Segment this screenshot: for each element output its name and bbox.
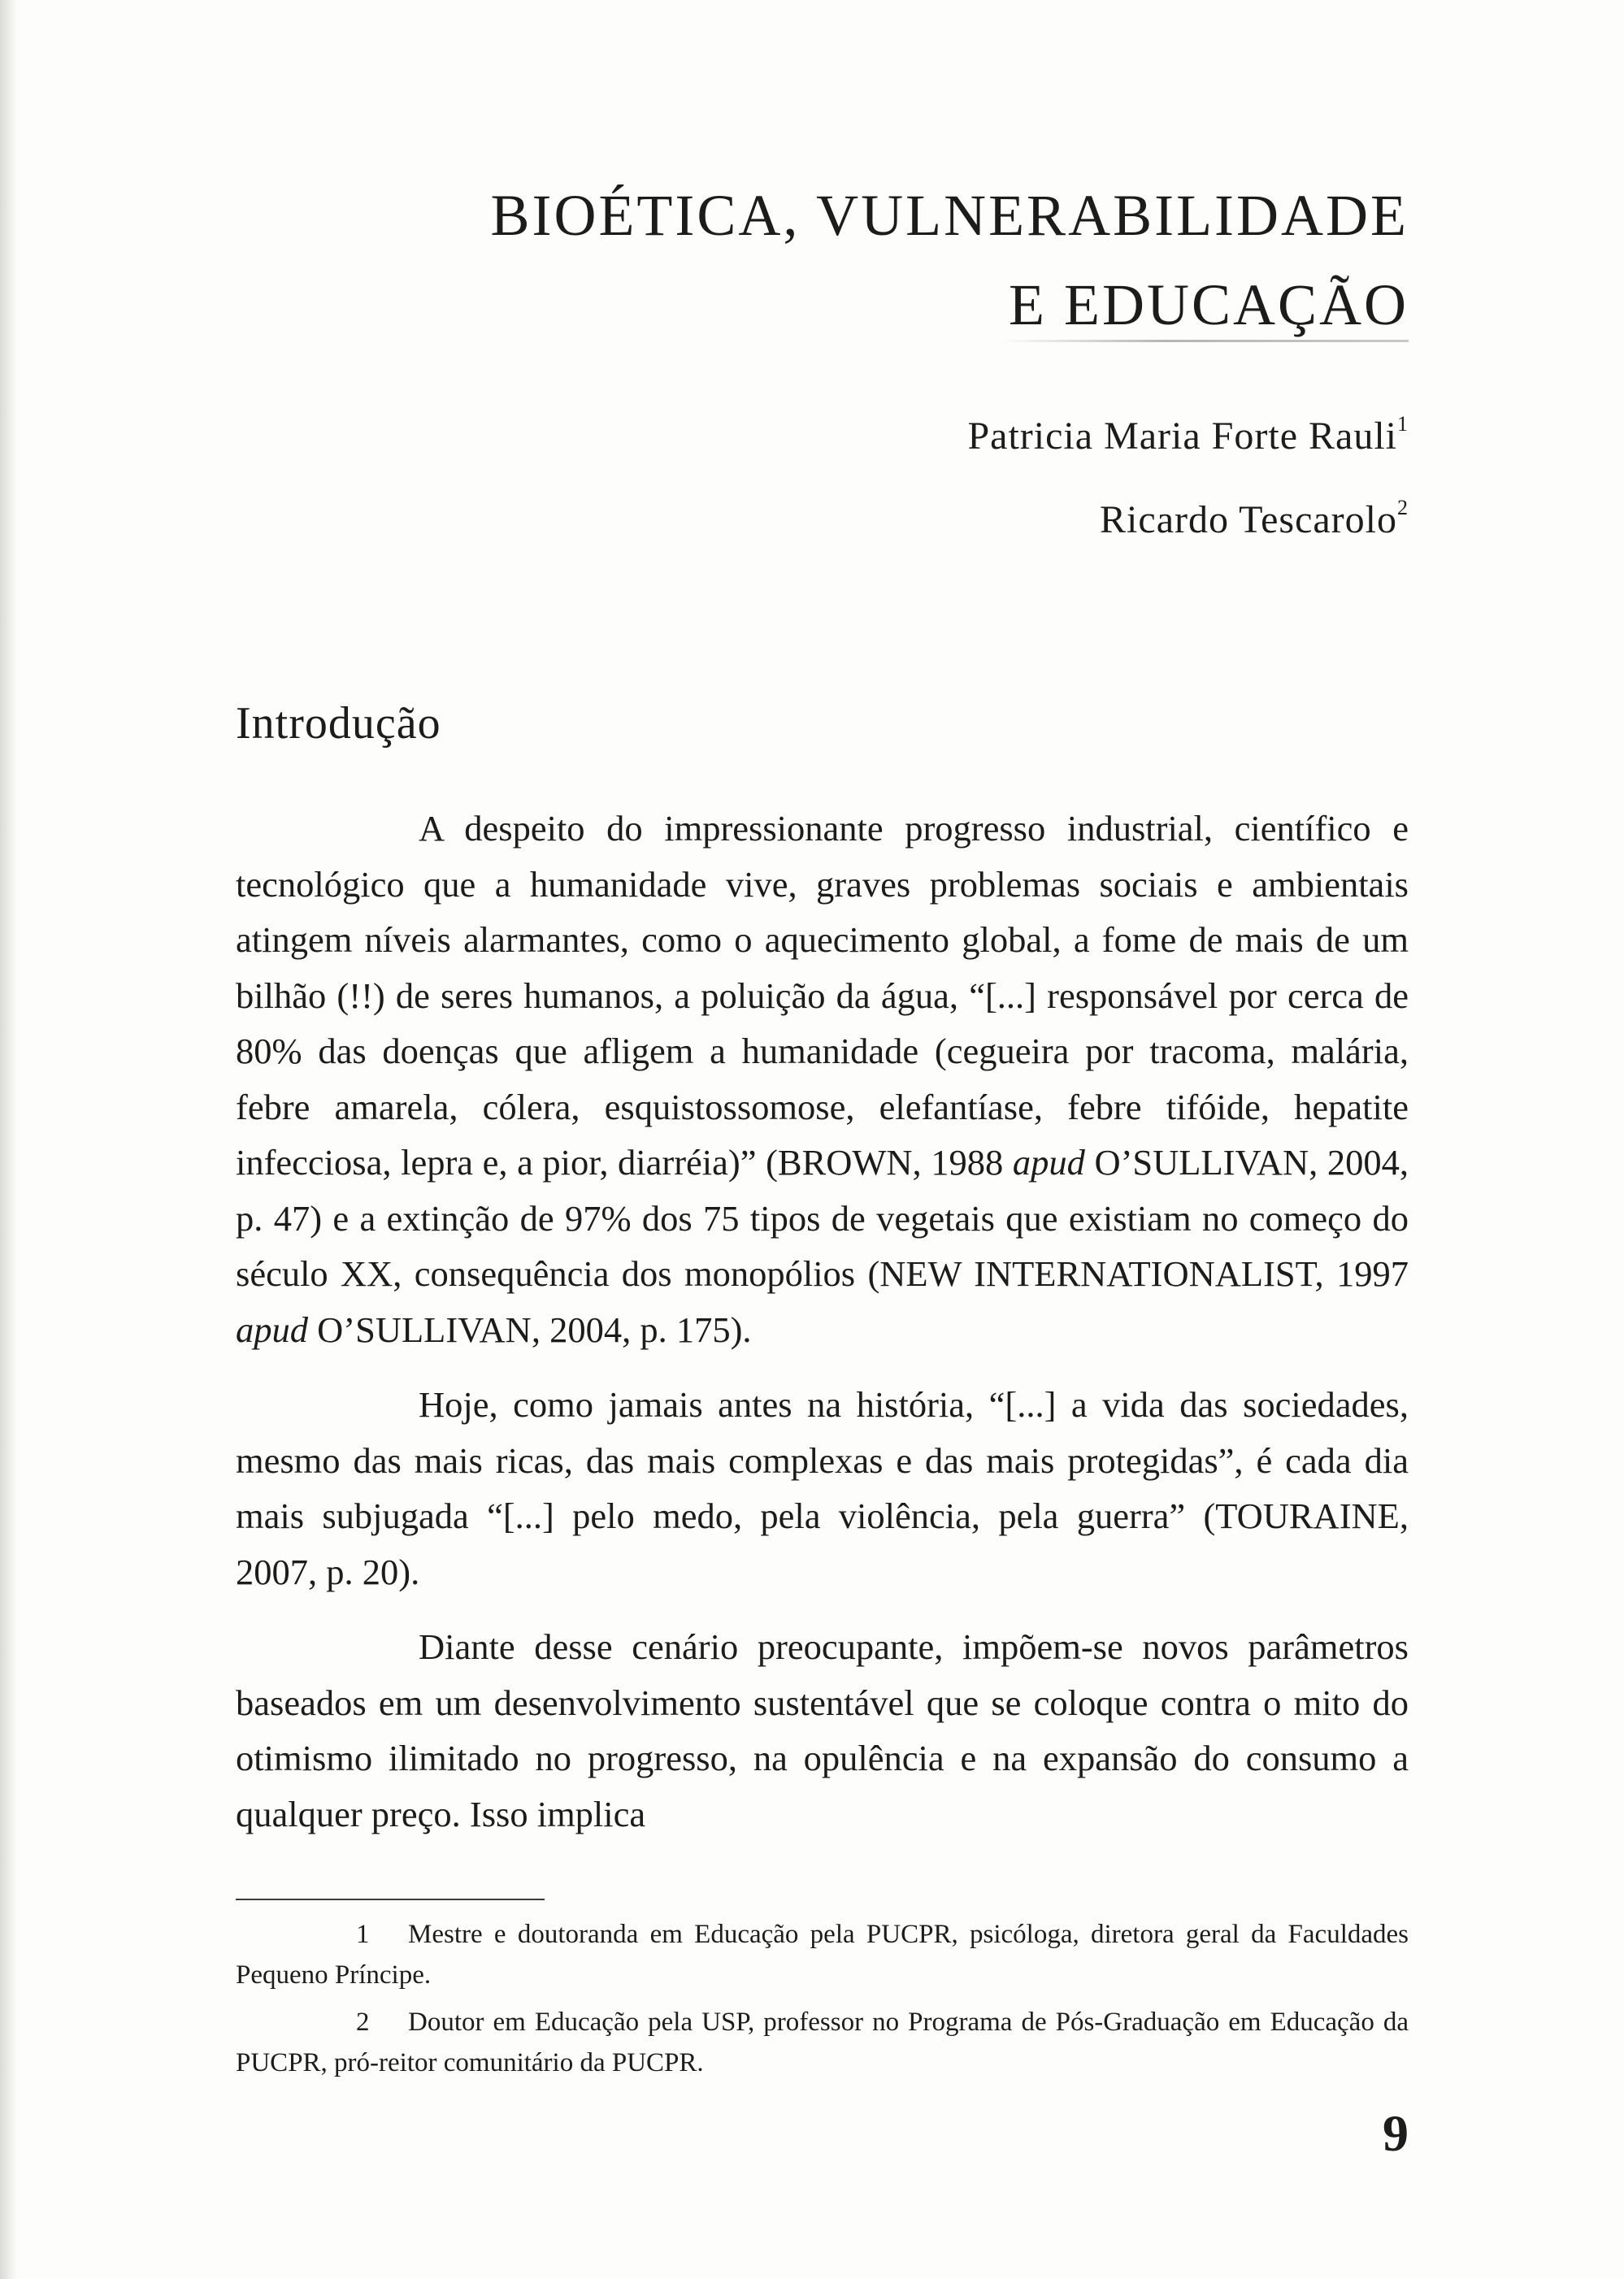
chapter-title-line-1: BIOÉTICA, VULNERABILIDADE <box>490 183 1409 248</box>
paragraph <box>236 801 1409 1357</box>
italic-text: apud <box>236 1309 308 1350</box>
footnote-number: 2 <box>356 2008 370 2037</box>
text-run: O’SULLIVAN, 2004, p. 47) e a extinção de 97% dos 75 tipos de vegetais que existiam no começo do século XX, consequência dos monopólios (NEW INTERNATIONALIST, 1997 <box>236 1142 1409 1294</box>
footnote-divider <box>236 1899 545 1900</box>
text-run: Diante desse cenário preocupante, impõem-se novos parâmetros baseados em um desenvolvimento sustentável que se coloque contra o mito do otimismo ilimitado no progresso, na opulência e na expansão do consumo a qualquer preço. Isso implica <box>236 1626 1409 1834</box>
author-1-note-ref: 1 <box>1397 412 1409 436</box>
body-text <box>236 801 1409 1861</box>
footnotes <box>236 1914 1409 2090</box>
paragraph <box>236 1619 1409 1842</box>
page-number: 9 <box>1383 2104 1409 2162</box>
text-run: O’SULLIVAN, 2004, p. 175). <box>308 1309 752 1350</box>
footnote-number: 1 <box>356 1920 370 1949</box>
author-2-name: Ricardo Tescarolo <box>1100 498 1397 541</box>
paragraph <box>236 1377 1409 1600</box>
author-list <box>433 389 1409 556</box>
text-run: A despeito do impressionante progresso industrial, científico e tecnológico que a humanidade vive, graves problemas sociais e ambientais atingem níveis alarmantes, como o aquecimento global, a fome de mais de um bilhão (!!) de seres humanos, a poluição da água, “[...] responsável por cerca de 80% das doenças que afligem a humanidade (cegueira por tracoma, malária, febre amarela, cólera, esquistossomose, elefantíase, febre tifóide, hepatite infecciosa, lepra e, a pior, diarréia)” (BROWN, 1988 <box>236 808 1409 1183</box>
footnote-text: Doutor em Educação pela USP, professor no Programa de Pós-Graduação em Educação da PUCPR, pró-reitor comunitário da PUCPR. <box>236 2008 1409 2077</box>
section-heading: Introdução <box>236 698 441 749</box>
footnote-text: Mestre e doutoranda em Educação pela PUCPR, psicóloga, diretora geral da Faculdades Pequeno Príncipe. <box>236 1920 1409 1990</box>
author-1-name: Patricia Maria Forte Rauli <box>967 415 1397 458</box>
title-divider <box>1002 340 1409 342</box>
footnote <box>236 1914 1409 1995</box>
author-2-note-ref: 2 <box>1397 496 1409 519</box>
author-1 <box>433 389 1409 472</box>
italic-text: apud <box>1012 1142 1085 1183</box>
author-2 <box>433 472 1409 556</box>
page-spine-shadow <box>0 0 18 2279</box>
footnote <box>236 2002 1409 2083</box>
text-run: Hoje, como jamais antes na história, “[...] a vida das sociedades, mesmo das mais ricas, das mais complexas e das mais protegidas”, é cada dia mais subjugada “[...] pelo medo, pela violência, pela guerra” (TOURAINE, 2007, p. 20). <box>236 1384 1409 1592</box>
chapter-title <box>189 171 1409 349</box>
chapter-title-line-2: E EDUCAÇÃO <box>1009 272 1409 337</box>
